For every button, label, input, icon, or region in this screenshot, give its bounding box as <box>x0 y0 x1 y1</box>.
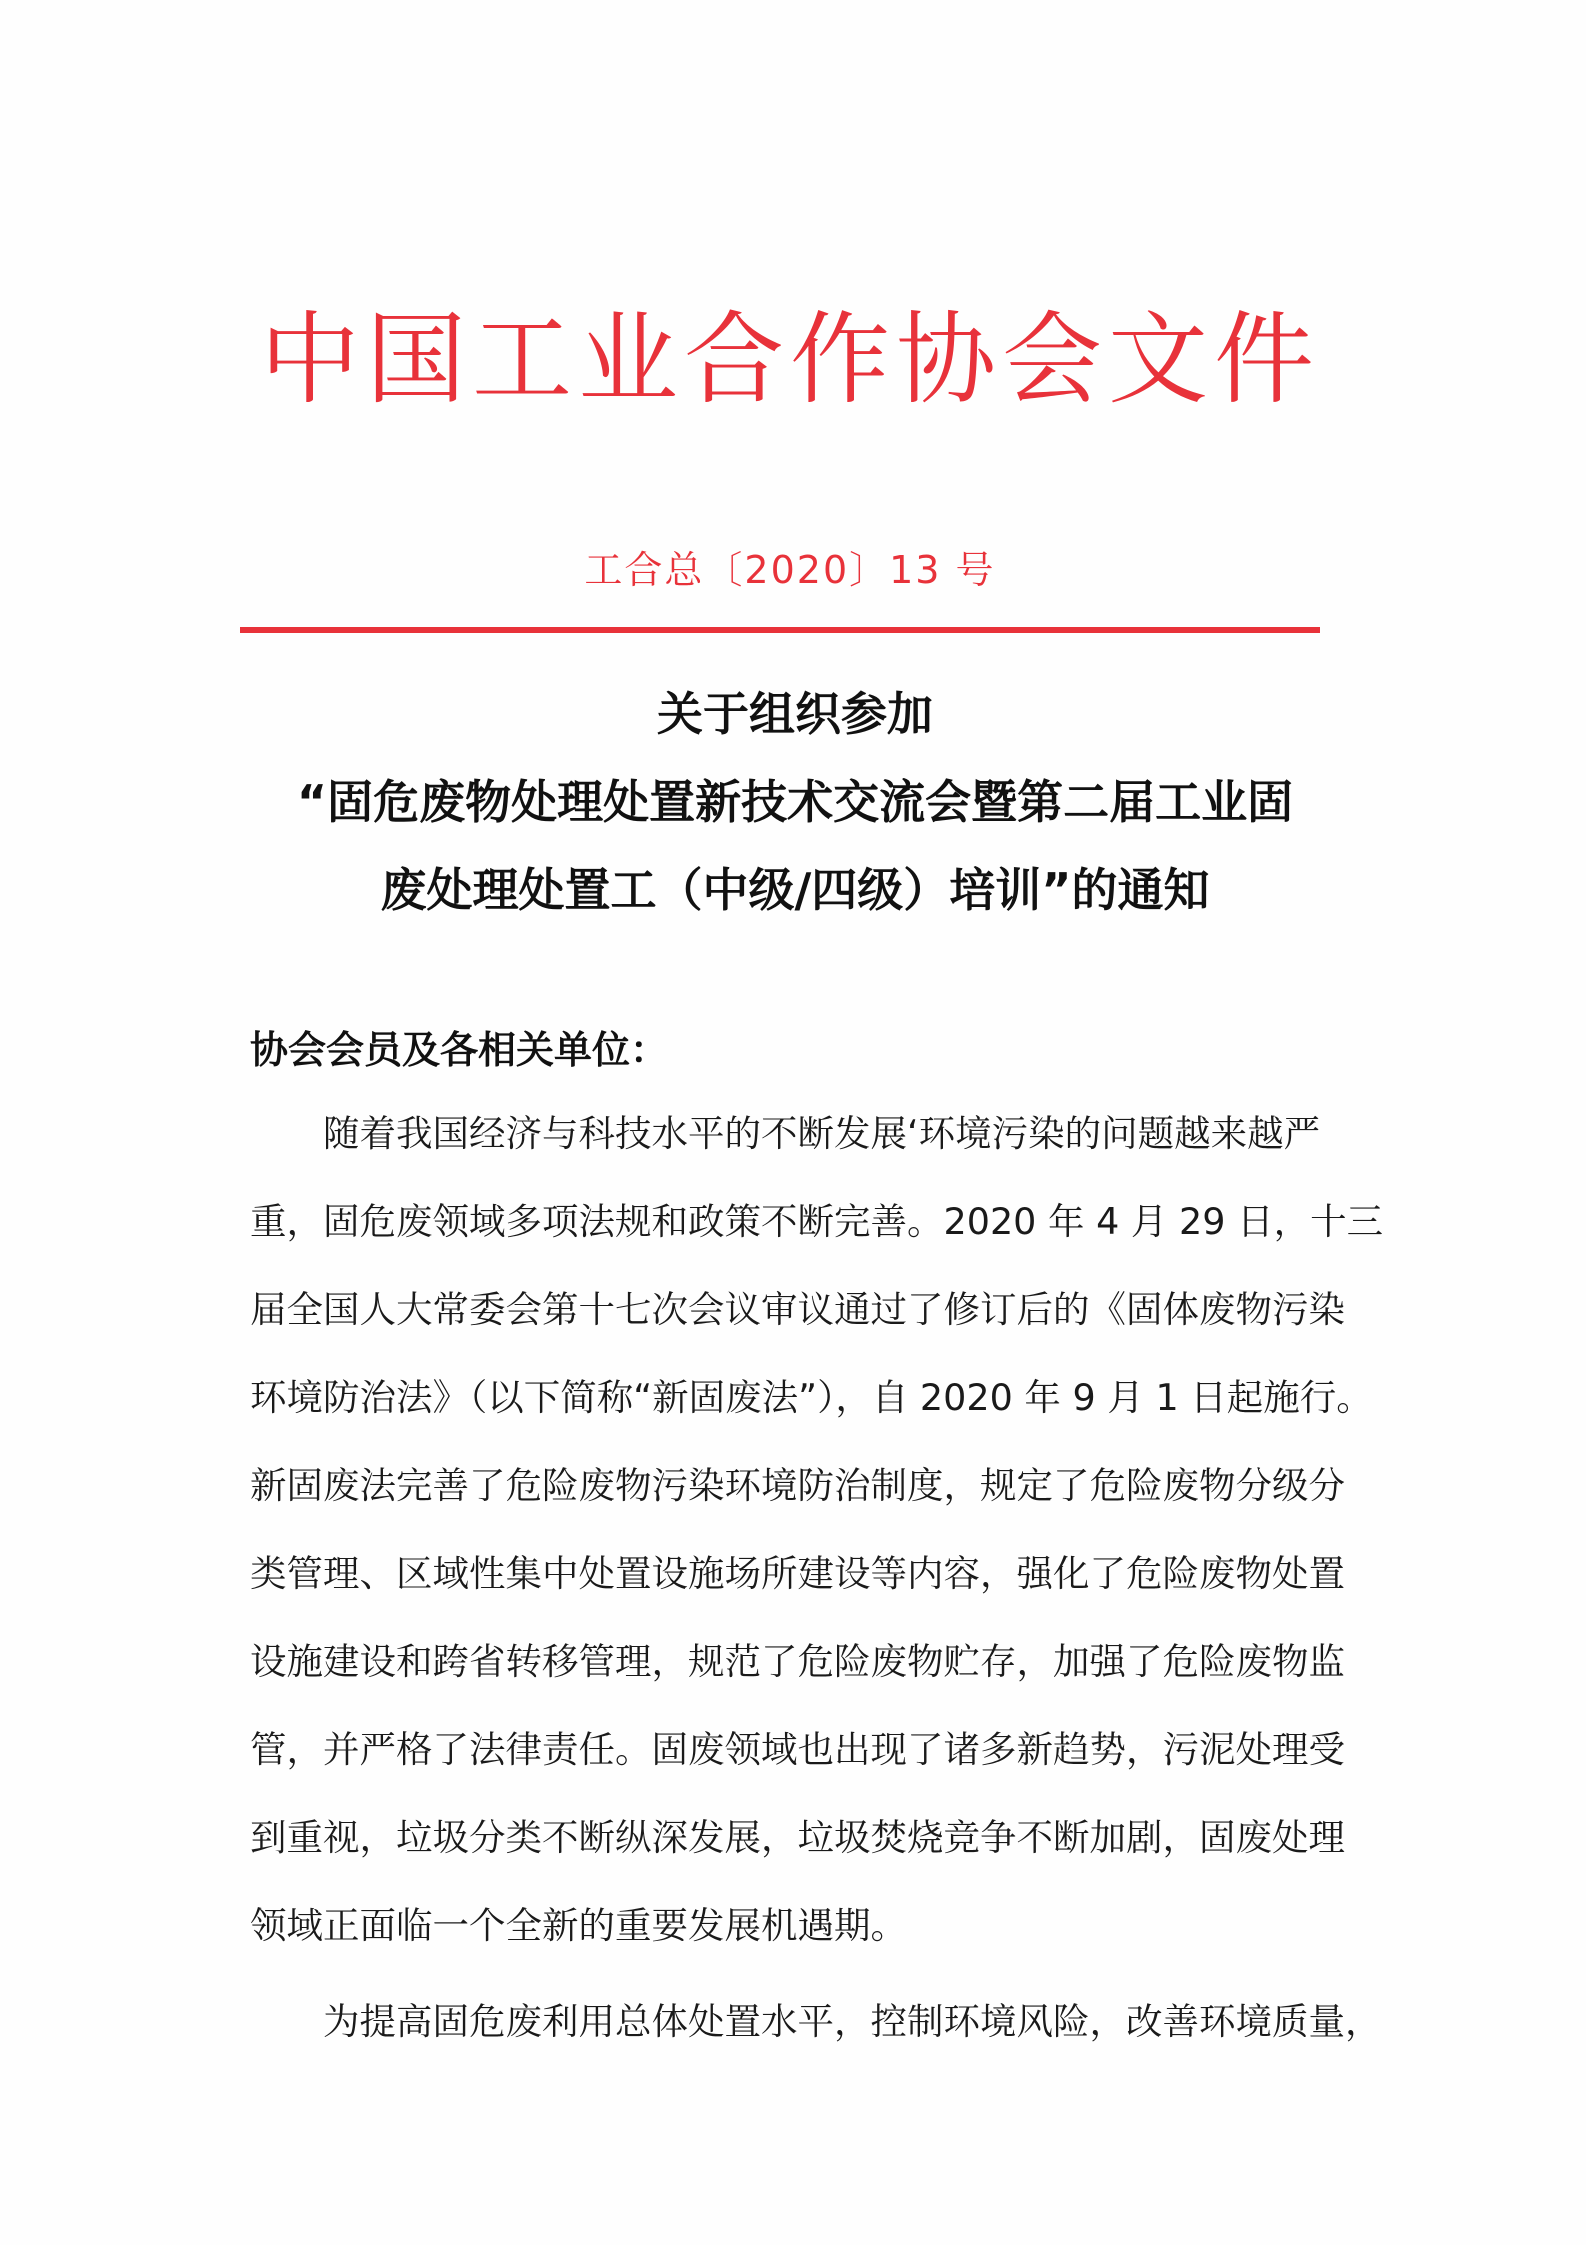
paragraph-1-line: 环境防治法》（以下简称“新固废法”），自 2020 年 9 月 1 日起施行。 <box>250 1376 1373 1419</box>
salutation: 协会会员及各相关单位： <box>250 1028 669 1072</box>
paragraph-1-line: 设施建设和跨省转移管理，规范了危险废物贮存，加强了危险废物监 <box>250 1640 1345 1683</box>
org-header-title: 中国工业合作协会文件 <box>260 301 1320 418</box>
paragraph-1-line: 到重视，垃圾分类不断纵深发展，垃圾焚烧竞争不断加剧，固废处理 <box>250 1816 1345 1859</box>
paragraph-1-line: 类管理、区域性集中处置设施场所建设等内容，强化了危险废物处置 <box>250 1552 1345 1595</box>
body-text <box>250 1090 1384 2066</box>
paragraph-1-line: 随着我国经济与科技水平的不断发展‘环境污染的问题越来越严 <box>323 1112 1321 1155</box>
red-divider-rule <box>240 627 1320 633</box>
paragraph-1-line: 管，并严格了法律责任。固废领域也出现了诸多新趋势，污泥处理受 <box>250 1728 1345 1771</box>
title-line-2: “固危废物处理处置新技术交流会暨第二届工业固 <box>296 775 1294 829</box>
notice-title <box>220 670 1370 934</box>
document-number: 工合总〔2020〕13 号 <box>584 548 996 592</box>
title-line-1: 关于组织参加 <box>657 687 933 741</box>
paragraph-1-line: 领域正面临一个全新的重要发展机遇期。 <box>250 1904 907 1947</box>
title-line-3: 废处理处置工（中级/四级）培训”的通知 <box>380 863 1210 917</box>
paragraph-1-line: 重，固危废领域多项法规和政策不断完善。2020 年 4 月 29 日，十三 <box>250 1200 1384 1243</box>
paragraph-1-line: 新固废法完善了危险废物污染环境防治制度，规定了危险废物分级分 <box>250 1464 1345 1507</box>
paragraph-2-line: 为提高固危废利用总体处置水平，控制环境风险，改善环境质量， <box>323 2000 1382 2043</box>
paragraph-1-line: 届全国人大常委会第十七次会议审议通过了修订后的《固体废物污染 <box>250 1288 1345 1331</box>
